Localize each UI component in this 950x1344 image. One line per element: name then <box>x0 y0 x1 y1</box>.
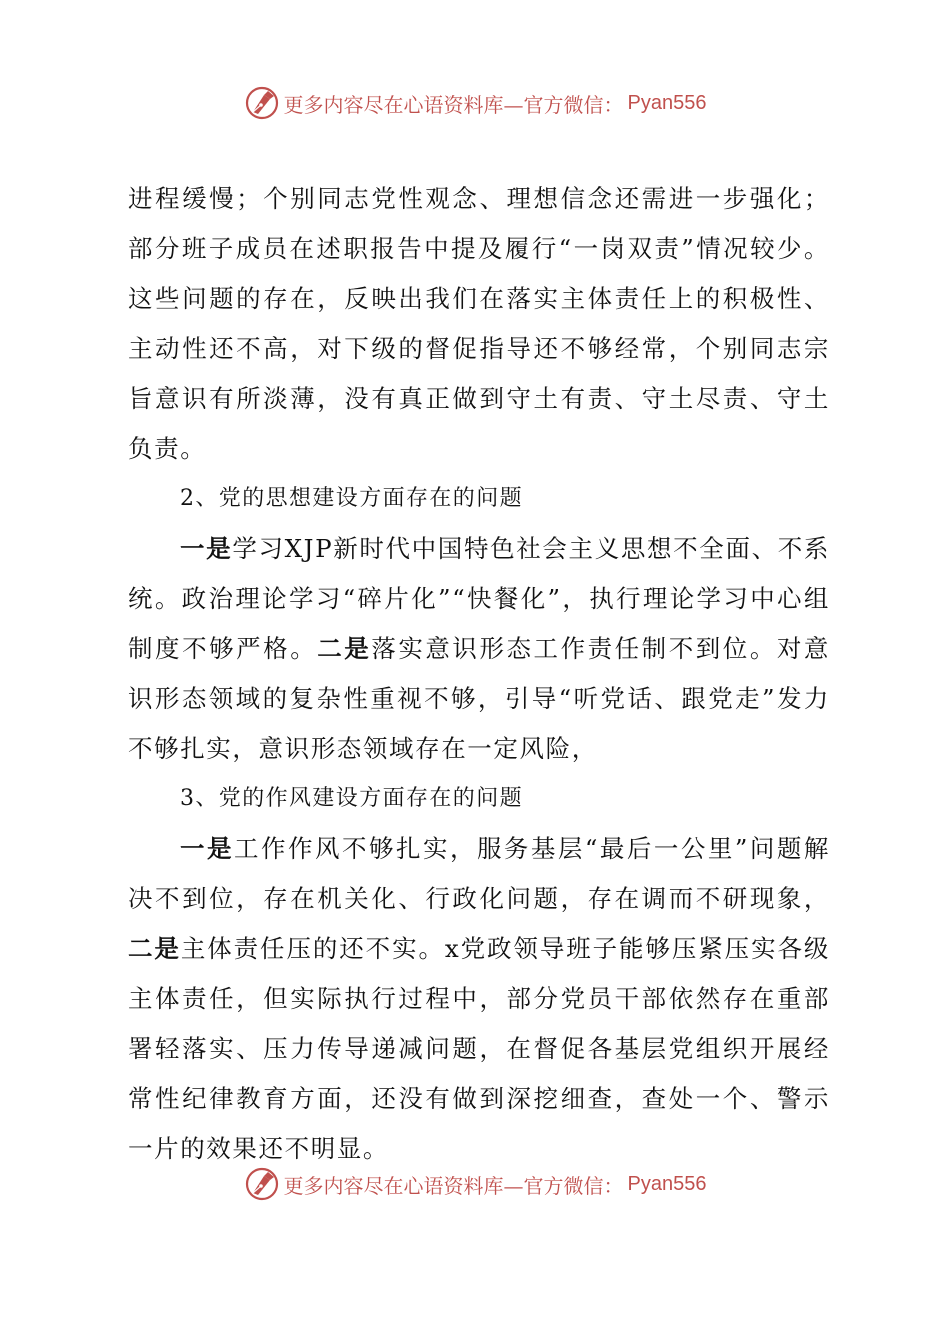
watermark-text: 更多内容尽在心语资料库—官方微信： <box>283 1173 624 1198</box>
watermark-account: Pyan556 <box>627 91 707 114</box>
paragraph-text: 工作作风不够扎实，服务基层“最后一公里”问题解决不到位，存在机关化、行政化问题，存在调而不研现象， <box>128 834 830 913</box>
paragraph-text: 落实意识形态工作责任制不到位。对意识形态领域的复杂性重视不够，引导“听党话、跟党走”发力不够扎实，意识形态领域存在一定风险， <box>128 634 830 763</box>
section-heading-work-style: 3、党的作风建设方面存在的问题 <box>180 786 523 811</box>
paragraph-work-style <box>128 824 830 1174</box>
paragraph-text: 学习XJP新时代中国特色社会主义思想不全面、不系统。政治理论学习“碎片化”“快餐化”，执行理论学习中心组制度不够严格。 <box>128 534 830 663</box>
section-heading-ideology: 2、党的思想建设方面存在的问题 <box>180 486 523 511</box>
lead-marker: 一是 <box>180 834 234 863</box>
watermark-account: Pyan556 <box>627 1172 707 1195</box>
paragraph-text: 主体责任压的还不实。x党政领导班子能够压紧压实各级主体责任，但实际执行过程中，部分党员干部依然存在重部署轻落实、压力传导递减问题，在督促各基层党组织开展经常性纪律教育方面，还没有做到深挖细查，查处一个、警示一片的效果还不明显。 <box>128 934 830 1163</box>
paragraph-summary: 进程缓慢；个别同志党性观念、理想信念还需进一步强化；部分班子成员在述职报告中提及履行“一岗双责”情况较少。这些问题的存在，反映出我们在落实主体责任上的积极性、主动性还不高，对下级的督促指导还不够经常，个别同志宗旨意识有所淡薄，没有真正做到守土有责、守土尽责、守土负责。 <box>128 184 830 463</box>
paragraph-ideology <box>128 524 830 774</box>
lead-marker: 二是 <box>128 934 181 963</box>
lead-marker: 一是 <box>180 534 233 563</box>
pen-nib-logo-icon <box>244 85 280 121</box>
watermark-header <box>0 83 950 123</box>
watermark-text: 更多内容尽在心语资料库—官方微信： <box>283 92 624 117</box>
pen-nib-logo-icon <box>244 1166 280 1202</box>
document-body <box>128 174 830 1174</box>
lead-marker: 二是 <box>317 634 372 663</box>
watermark-footer <box>0 1164 950 1204</box>
